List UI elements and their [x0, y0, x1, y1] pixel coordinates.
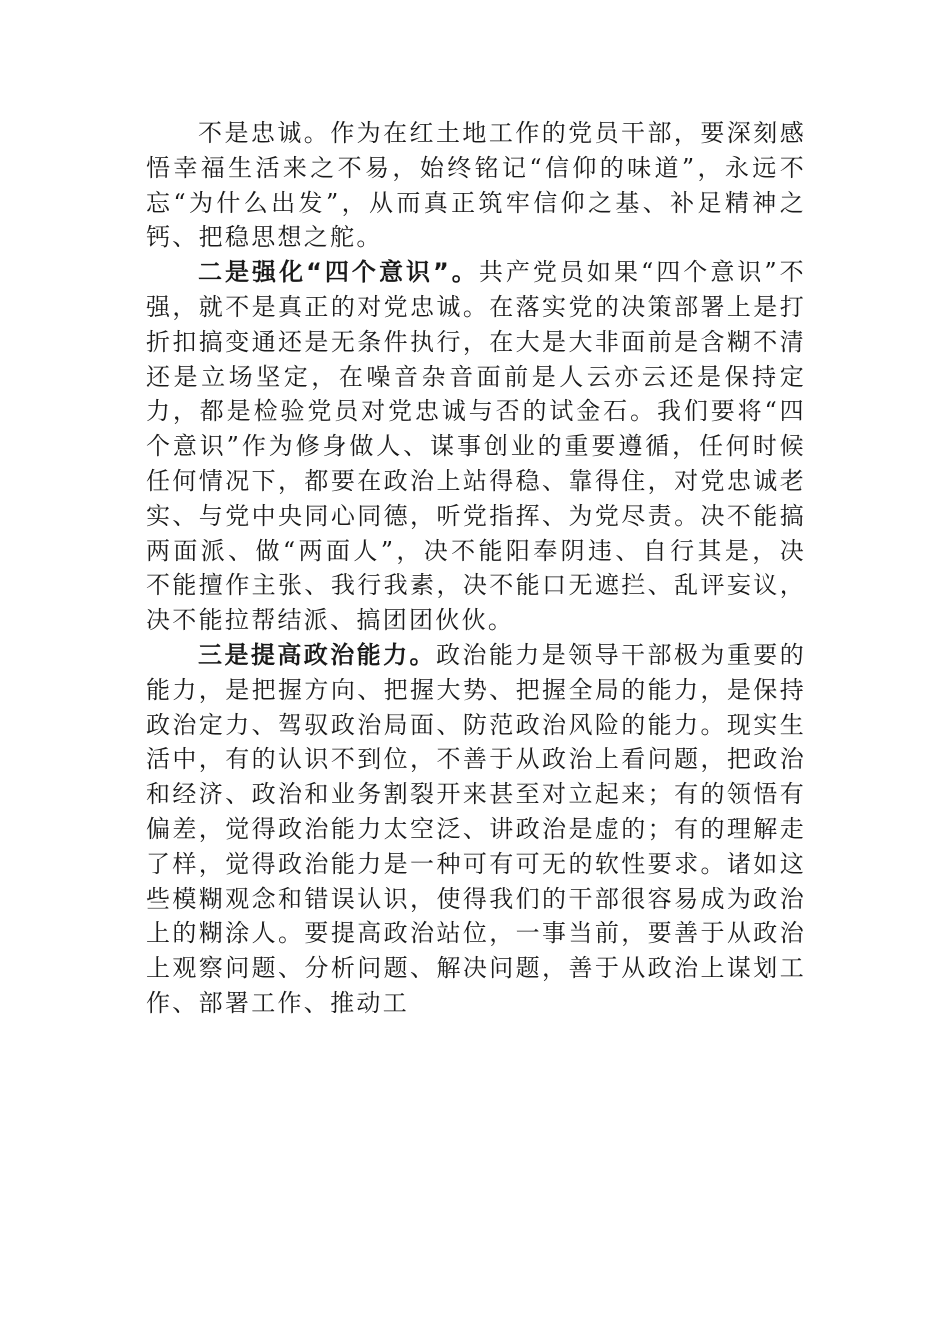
paragraph-2-lead: 二是强化“四个意识”。	[198, 258, 479, 287]
paragraph-3	[146, 638, 806, 1021]
paragraph-1	[146, 116, 806, 255]
paragraph-3-text: 政治能力是领导干部极为重要的能力，是把握方向、把握大势、把握全局的能力，是保持政治定力、驾驭政治局面、防范政治风险的能力。现实生活中，有的认识不到位，不善于从政治上看问题，把政治和经济、政治和业务割裂开来甚至对立起来；有的领悟有偏差，觉得政治能力太空泛、讲政治是虚的；有的理解走了样，觉得政治能力是一种可有可无的软性要求。诸如这些模糊观念和错误认识，使得我们的干部很容易成为政治上的糊涂人。要提高政治站位，一事当前，要善于从政治上观察问题、分析问题、解决问题，善于从政治上谋划工作、部署工作、推动工	[146, 640, 806, 1017]
paragraph-2-text: 共产党员如果“四个意识”不强，就不是真正的对党忠诚。在落实党的决策部署上是打折扣搞变通还是无条件执行，在大是大非面前是含糊不清还是立场坚定，在噪音杂音面前是人云亦云还是保持定力，都是检验党员对党忠诚与否的试金石。我们要将“四个意识”作为修身做人、谋事创业的重要遵循，任何时候任何情况下，都要在政治上站得稳、靠得住，对党忠诚老实、与党中央同心同德，听党指挥、为党尽责。决不能搞两面派、做“两面人”，决不能阳奉阴违、自行其是，决不能擅作主张、我行我素，决不能口无遮拦、乱评妄议，决不能拉帮结派、搞团团伙伙。	[146, 258, 806, 635]
paragraph-3-lead: 三是提高政治能力。	[198, 640, 436, 669]
document-page	[146, 116, 806, 1021]
paragraph-2	[146, 255, 806, 638]
paragraph-1-text: 不是忠诚。作为在红土地工作的党员干部，要深刻感悟幸福生活来之不易，始终铭记“信仰的味道”，永远不忘“为什么出发”，从而真正筑牢信仰之基、补足精神之钙、把稳思想之舵。	[146, 119, 806, 252]
